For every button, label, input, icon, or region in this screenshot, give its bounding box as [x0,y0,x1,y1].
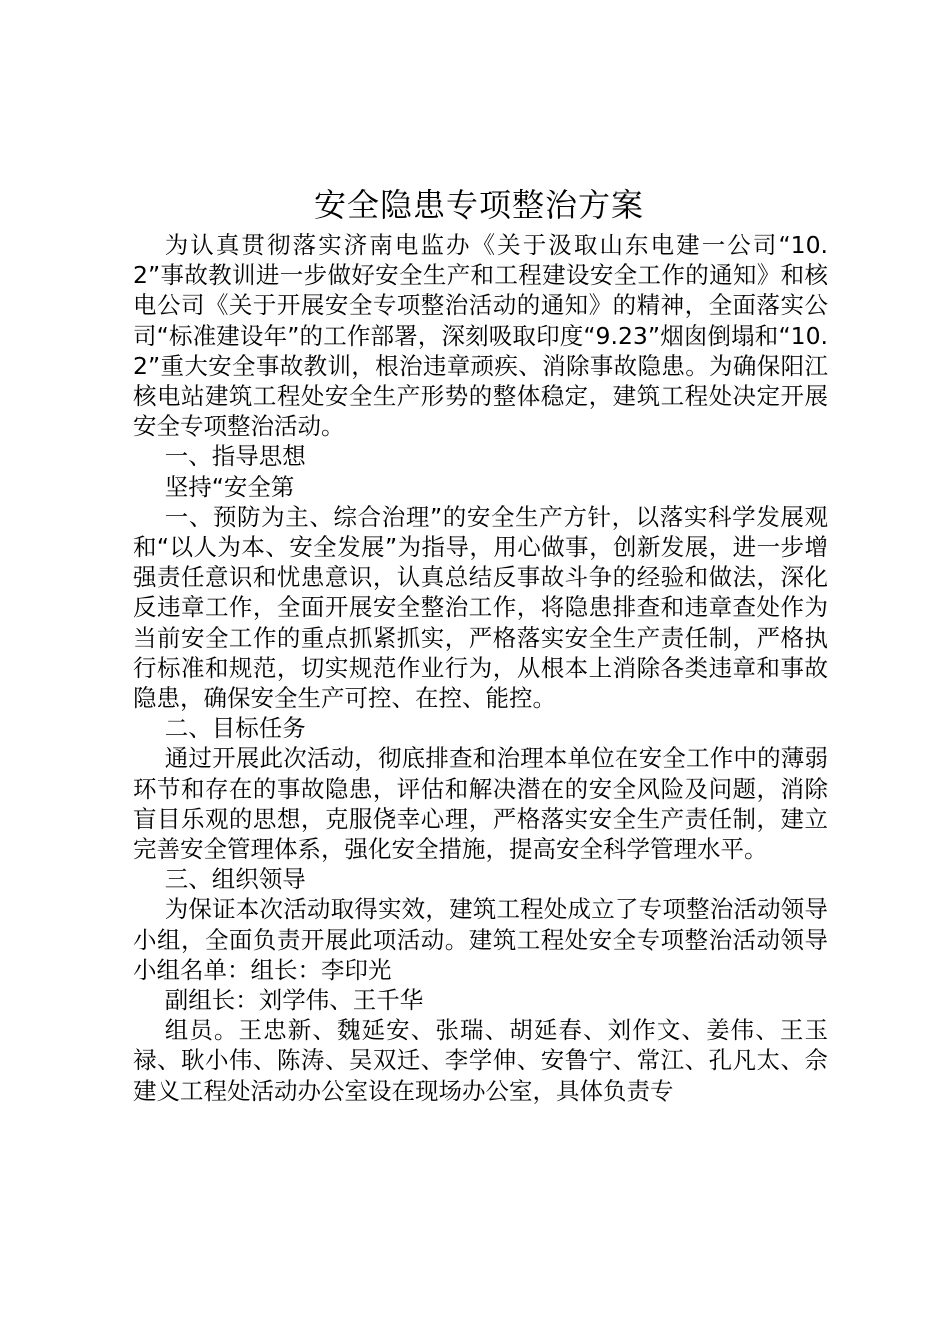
paragraph-adhere: 坚持“安全第 [164,472,295,501]
heading-guiding-ideology: 一、指导思想 [164,442,306,471]
heading-organization: 三、组织领导 [164,865,306,894]
paragraph-goals: 通过开展此次活动，彻底排查和治理本单位在安全工作中的薄弱环节和存在的事故隐患，评估和解决潜在的安全风险及问题，消除盲目乐观的思想，克服侥幸心理，严格落实安全生产责任制，建立完善安全管理体系，强化安全措施，提高安全科学管理水平。 [133,744,828,864]
document-title: 安全隐患专项整治方案 [313,186,644,224]
paragraph-organization: 为保证本次活动取得实效，建筑工程处成立了专项整治活动领导小组，全面负责开展此项活动。建筑工程处安全专项整治活动领导小组名单：组长：李印光 [133,895,828,984]
paragraph-members: 组员。王忠新、魏延安、张瑞、胡延春、刘作文、姜伟、王玉禄、耿小伟、陈涛、吴双迁、李学伸、安鲁宁、常江、孔凡太、佘建义工程处活动办公室设在现场办公室，具体负责专 [133,1016,828,1105]
paragraph-intro: 为认真贯彻落实济南电监办《关于汲取山东电建一公司“10.2”事故教训进一步做好安全生产和工程建设安全工作的通知》和核电公司《关于开展安全专项整治活动的通知》的精神，全面落实公司“标准建设年”的工作部署，深刻吸取印度“9.23”烟囱倒塌和“10.2”重大安全事故教训，根治违章顽疾、消除事故隐患。为确保阳江核电站建筑工程处安全生产形势的整体稳定，建筑工程处决定开展安全专项整治活动。 [133,231,828,441]
paragraph-policy: 一、预防为主、综合治理”的安全生产方针，以落实科学发展观和“以人为本、安全发展”为指导，用心做事，创新发展，进一步增强责任意识和忧患意识，认真总结反事故斗争的经验和做法，深化反违章工作，全面开展安全整治工作，将隐患排查和违章查处作为当前安全工作的重点抓紧抓实，严格落实安全生产责任制，严格执行标准和规范，切实规范作业行为，从根本上消除各类违章和事故隐患，确保安全生产可控、在控、能控。 [133,502,828,713]
paragraph-deputy-leaders: 副组长：刘学伟、王千华 [164,986,424,1015]
heading-goals-tasks: 二、目标任务 [164,714,306,743]
document-body [133,230,828,1106]
